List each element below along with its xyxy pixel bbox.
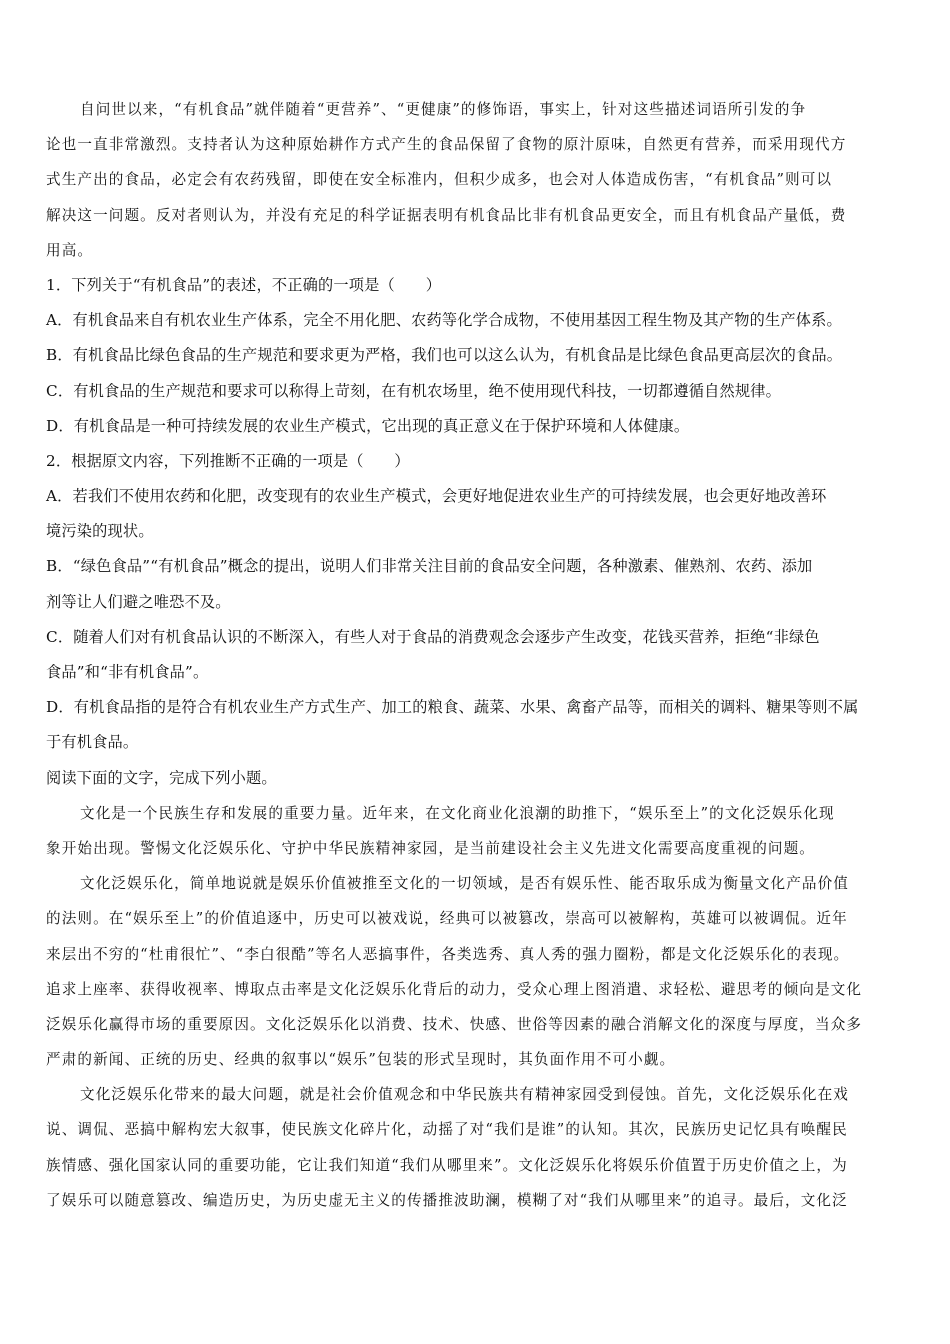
question-1 <box>46 268 912 444</box>
question-1-option-a: A．有机食品来自有机农业生产体系，完全不用化肥、农药等化学合成物，不使用基因工程生物及其产物的生产体系。 <box>46 311 842 330</box>
question-2-option-c: C．随着人们对有机食品认识的不断深入，有些人对于食品的消费观念会逐步产生改变，花钱买营养，拒绝“非绿色 <box>46 627 820 646</box>
passage-2-line: 说、调侃、恶搞中解构宏大叙事，使民族文化碎片化，动摇了对“我们是谁”的认知。其次，民族历史记忆具有唤醒民 <box>46 1121 848 1139</box>
passage-2-line: 追求上座率、获得收视率、博取点击率是文化泛娱乐化背后的动力，受众心理上图消遣、求轻松、避思考的倾向是文化 <box>46 980 863 998</box>
passage-2-line: 了娱乐可以随意篡改、编造历史，为历史虚无主义的传播推波助澜，模糊了对“我们从哪里来”的追寻。最后，文化泛 <box>46 1191 848 1209</box>
passage-2-line: 严肃的新闻、正统的历史、经典的叙事以“娱乐”包装的形式呈现时，其负面作用不可小觑。 <box>46 1051 676 1069</box>
passage-1-line: 式生产出的食品，必定会有农药残留，即使在安全标准内，但积少成多，也会对人体造成伤害，“有机食品”则可以 <box>46 171 833 189</box>
question-2-option-a-cont: 境污染的现状。 <box>46 522 154 541</box>
reading-instruction: 阅读下面的文字，完成下列小题。 <box>46 768 277 787</box>
passage-2-line: 文化是一个民族生存和发展的重要力量。近年来，在文化商业化浪潮的助推下，“娱乐至上”的文化泛娱乐化现 <box>80 804 835 822</box>
passage-1-line: 自问世以来，“有机食品”就伴随着“更营养”、“更健康”的修饰语，事实上，针对这些描述词语所引发的争 <box>80 101 807 118</box>
question-2-option-a: A．若我们不使用农药和化肥，改变现有的农业生产模式，会更好地促进农业生产的可持续发展，也会更好地改善环 <box>46 487 827 506</box>
question-1-stem: 1．下列关于“有机食品”的表述，不正确的一项是（ ） <box>46 275 442 294</box>
passage-2-line: 文化泛娱乐化带来的最大问题，就是社会价值观念和中华民族共有精神家园受到侵蚀。首先，文化泛娱乐化在戏 <box>80 1086 849 1104</box>
passage-2-line: 的法则。在“娱乐至上”的价值追逐中，历史可以被戏说，经典可以被篡改，崇高可以被解构，英雄可以被调侃。近年 <box>46 910 848 928</box>
question-2-option-b-cont: 剂等让人们避之唯恐不及。 <box>46 592 231 611</box>
question-2-option-b: B．“绿色食品”“有机食品”概念的提出，说明人们非常关注目前的食品安全问题，各种激素、催熟剂、农药、添加 <box>46 557 813 576</box>
question-2 <box>46 444 912 761</box>
passage-1 <box>46 92 912 268</box>
question-2-stem: 2．根据原文内容，下列推断不正确的一项是（ ） <box>46 451 410 470</box>
passage-2-line: 族情感、强化国家认同的重要功能，它让我们知道“我们从哪里来”。文化泛娱乐化将娱乐价值置于历史价值之上，为 <box>46 1156 848 1174</box>
passage-2-line: 来层出不穷的“杜甫很忙”、“李白很酷”等名人恶搞事件，各类选秀、真人秀的强力圈粉，都是文化泛娱乐化的表现。 <box>46 945 850 963</box>
passage-2-line: 泛娱乐化赢得市场的重要原因。文化泛娱乐化以消费、技术、快感、世俗等因素的融合消解文化的深度与厚度，当众多 <box>46 1015 863 1033</box>
document-page <box>46 92 912 1218</box>
passage-1-line: 解决这一问题。反对者则认为，并没有充足的科学证据表明有机食品比非有机食品更安全，而且有机食品产量低，费 <box>46 206 847 224</box>
question-2-option-c-cont: 食品”和“非有机食品”。 <box>46 663 209 681</box>
passage-2-line: 文化泛娱乐化，简单地说就是娱乐价值被推至文化的一切领域，是否有娱乐性、能否取乐成为衡量文化产品价值 <box>80 875 849 893</box>
question-2-option-d: D．有机食品指的是符合有机农业生产方式生产、加工的粮食、蔬菜、水果、禽畜产品等，而相关的调料、糖果等则不属 <box>46 698 859 717</box>
passage-2 <box>46 796 912 1218</box>
question-2-option-d-cont: 于有机食品。 <box>46 733 139 752</box>
question-1-option-b: B．有机食品比绿色食品的生产规范和要求更为严格，我们也可以这么认为，有机食品是比绿色食品更高层次的食品。 <box>46 346 843 365</box>
question-1-option-c: C．有机食品的生产规范和要求可以称得上苛刻，在有机农场里，绝不使用现代科技，一切都遵循自然规律。 <box>46 381 782 400</box>
passage-2-line: 象开始出现。警惕文化泛娱乐化、守护中华民族精神家园，是当前建设社会主义先进文化需要高度重视的问题。 <box>46 839 815 857</box>
passage-1-line: 用高。 <box>46 241 94 259</box>
passage-1-line: 论也一直非常激烈。支持者认为这种原始耕作方式产生的食品保留了食物的原汁原味，自然更有营养，而采用现代方 <box>46 136 847 154</box>
question-1-option-d: D．有机食品是一种可持续发展的农业生产模式，它出现的真正意义在于保护环境和人体健康。 <box>46 416 690 435</box>
